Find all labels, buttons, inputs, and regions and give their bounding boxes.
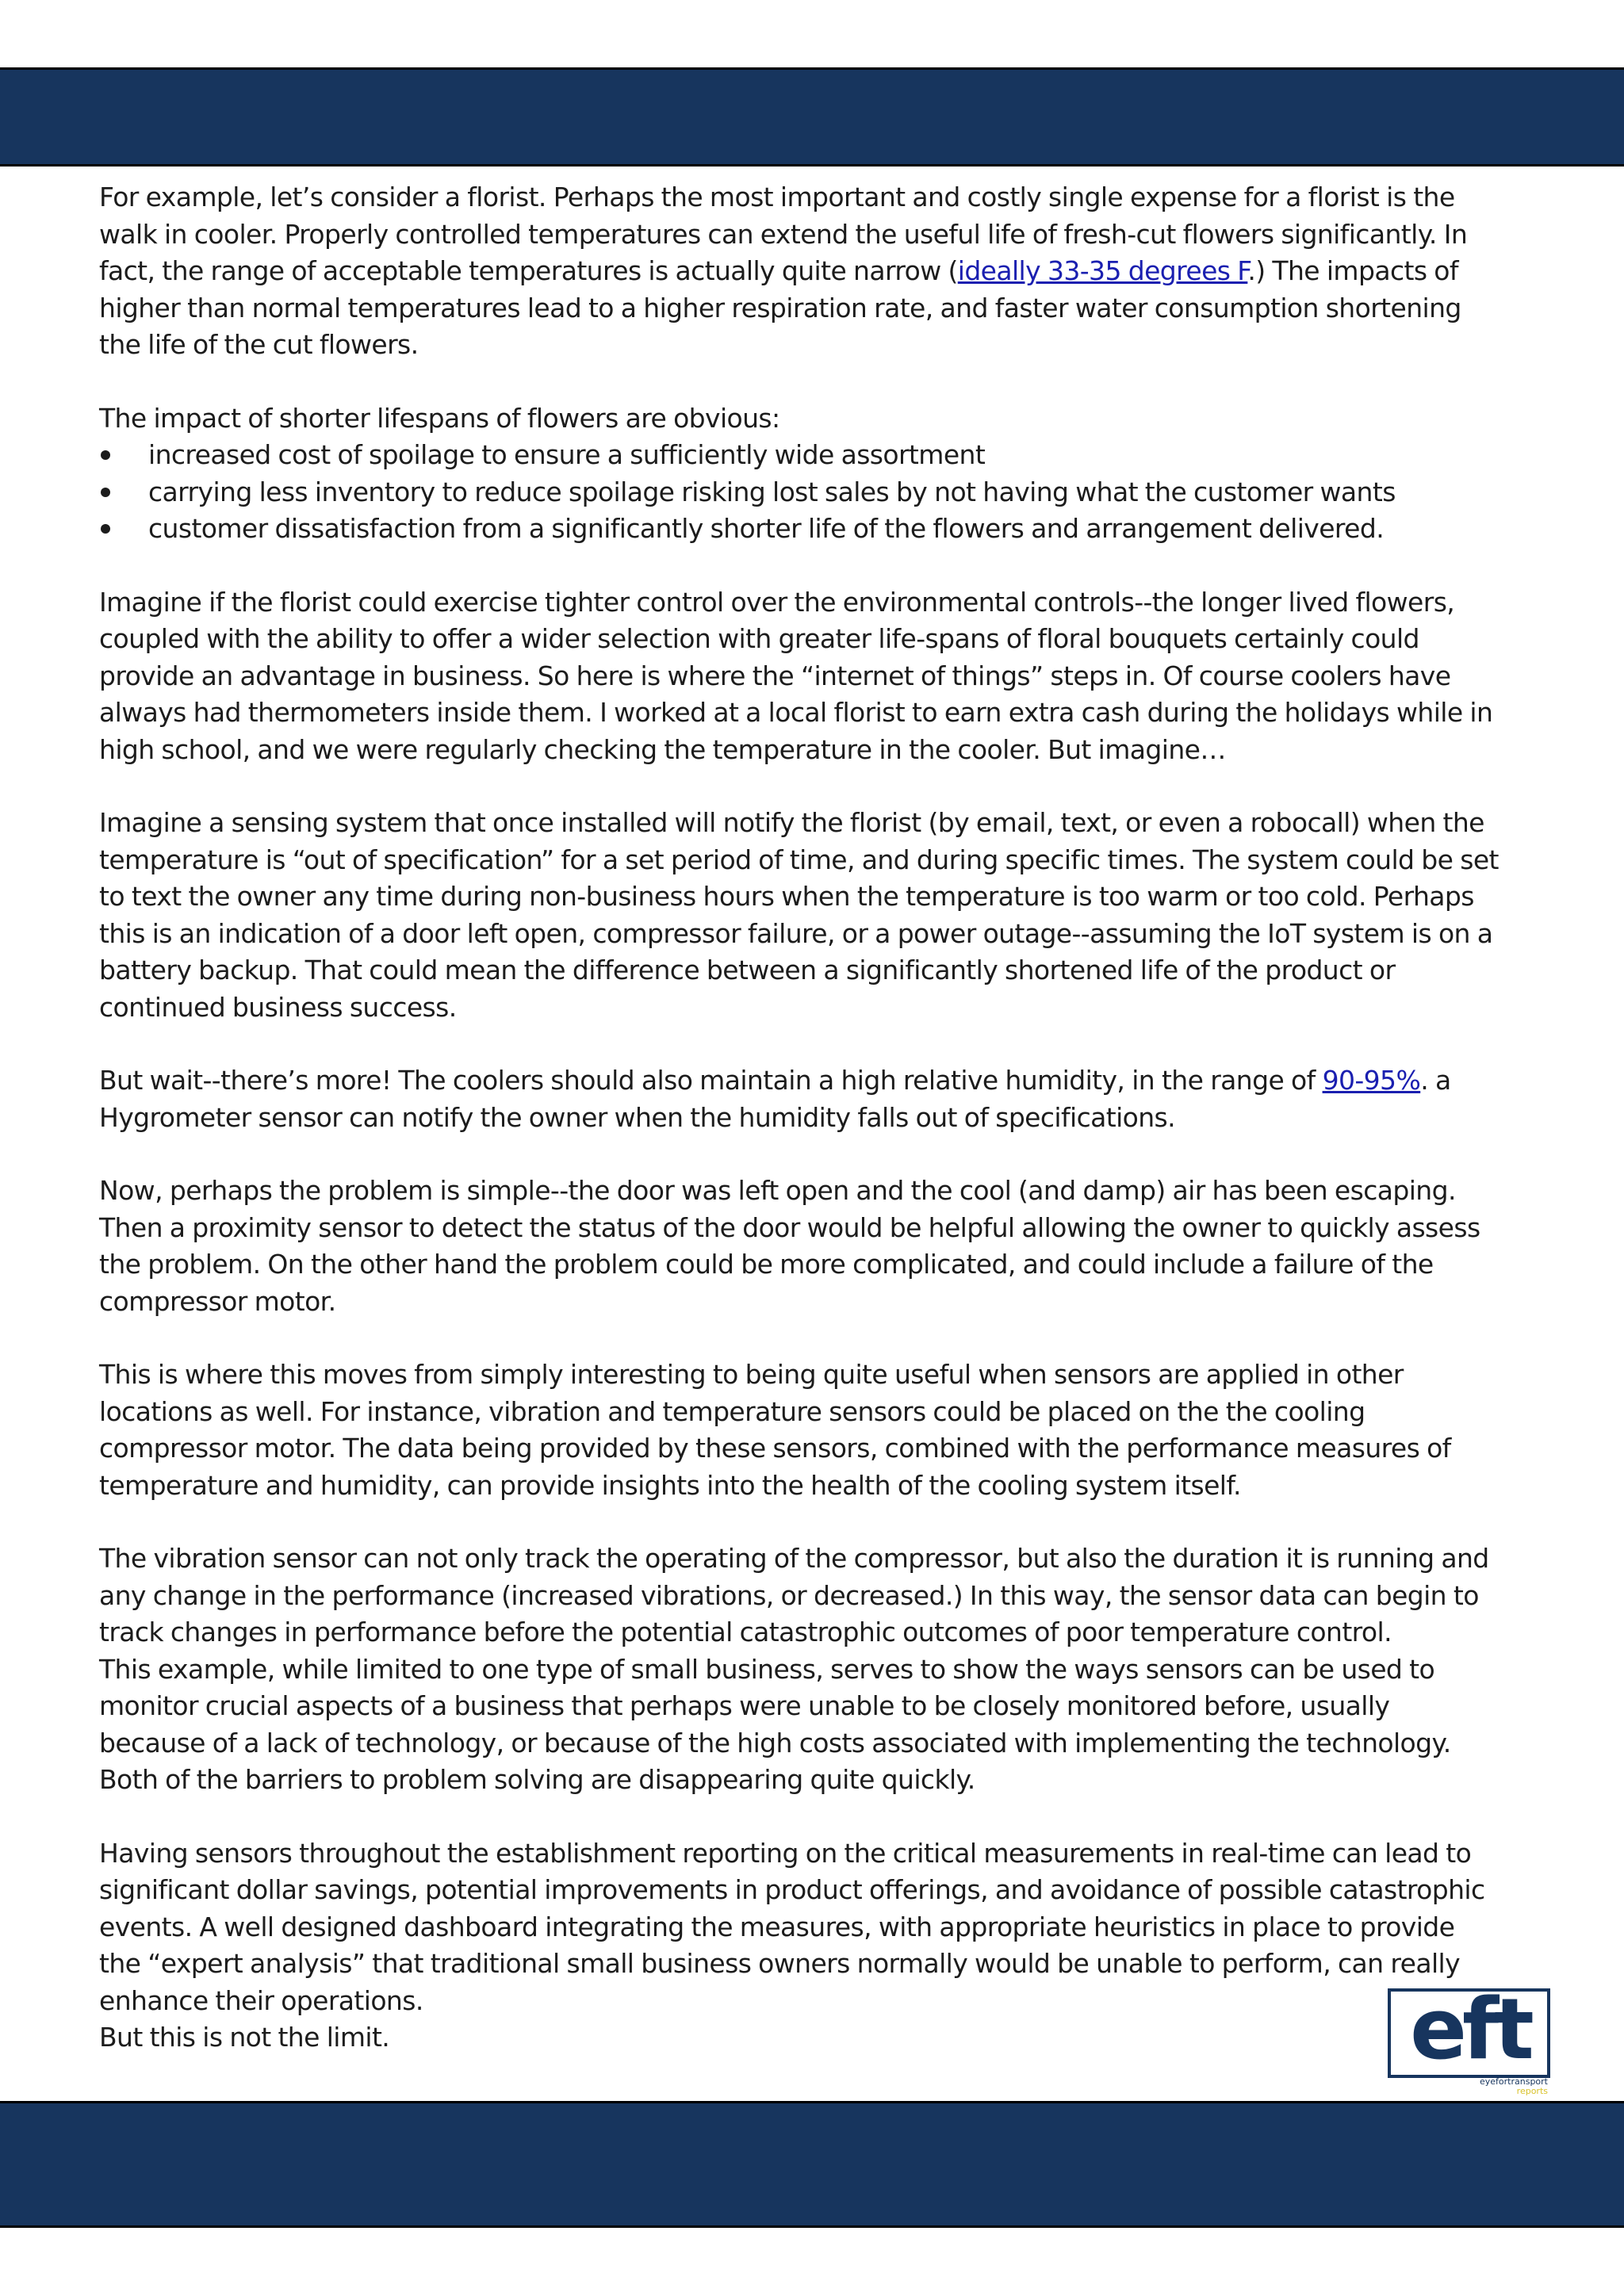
paragraph-florist-intro: For example, let’s consider a florist. Perhaps the most important and costly single expense for a florist is the walk in cooler. Properly controlled temperatures can extend the useful life of fresh-cut flowers significantly. In fact, the range of acceptable temperatures is actually quite narrow (ideally 33-35 degrees F.) The impacts of higher than normal temperatures lead to a higher respiration rate, and faster water consumption shortening the life of the cut flowers. <box>99 182 1468 360</box>
bullet-icon <box>101 450 110 460</box>
humidity-range-link[interactable]: 90-95% <box>1322 1065 1421 1096</box>
bullet-icon <box>101 488 110 497</box>
paragraph-not-the-limit: But this is not the limit. <box>99 2022 390 2053</box>
paragraph-humidity: But wait--there’s more! The coolers should also maintain a high relative humidity, in the range of 90-95%. a Hygrometer sensor can notify the owner when the humidity falls out of specifications. <box>99 1065 1451 1133</box>
footer-band <box>0 2101 1624 2228</box>
eft-logo <box>1388 1980 1554 2096</box>
list-item: increased cost of spoilage to ensure a sufficiently wide assortment <box>99 437 1503 474</box>
logo-subtitle: eyefortransport <box>1480 2076 1548 2087</box>
paragraph-small-business-example: This example, while limited to one type of small business, serves to show the ways sensors can be used to monitor crucial aspects of a business that perhaps were unable to be closely monitored before, usually because of a lack of technology, or because of the high costs associated with implementing the technology. Both of the barriers to problem solving are disappearing quite quickly. <box>99 1653 1451 1795</box>
logo-tagline: reports <box>1516 2086 1548 2096</box>
paragraph-tighter-control: Imagine if the florist could exercise tighter control over the environmental controls--the longer lived flowers, coupled with the ability to offer a wider selection with greater life-spans of floral bouquets certainly could provide an advantage in business. So here is where the “internet of things” steps in. Of course coolers have always had thermometers inside them. I worked at a local florist to earn extra cash during the holidays while in high school, and we were regularly checking the temperature in the cooler. But imagine… <box>99 586 1493 765</box>
logo-mark: eft <box>1410 1980 1530 2078</box>
paragraph-vibration-sensor: The vibration sensor can not only track the operating of the compressor, but also the duration it is running and any change in the performance (increased vibrations, or decreased.) In this way, the sensor data can begin to track changes in performance before the potential catastrophic outcomes of poor temperature control. <box>99 1543 1489 1647</box>
paragraph-dashboard: Having sensors throughout the establishment reporting on the critical measurements in real-time can lead to significant dollar savings, potential improvements in product offerings, and avoidance of possible catastrophic events. A well designed dashboard integrating the measures, with appropriate heuristics in place to provide the “expert analysis” that traditional small business owners normally would be unable to perform, can really enhance their operations. <box>99 1837 1485 2016</box>
paragraph-impact-intro: The impact of shorter lifespans of flowers are obvious: <box>99 402 780 434</box>
paragraph-sensing-system: Imagine a sensing system that once installed will notify the florist (by email, text, or even a robocall) when the temperature is “out of specification” for a set period of time, and during specific times. The system could be set to text the owner any time during non-business hours when the temperature is too warm or too cold. Perhaps this is an indication of a door left open, compressor failure, or a power outage--assuming the IoT system is on a battery backup. That could mean the difference between a significantly shortened life of the product or continued business success. <box>99 807 1499 1023</box>
bullet-icon <box>101 524 110 534</box>
paragraph-proximity-sensor: Now, perhaps the problem is simple--the door was left open and the cool (and damp) air has been escaping. Then a proximity sensor to detect the status of the door would be helpful allowing the owner to quickly assess the problem. On the other hand the problem could be more complicated, and could include a failure of the compressor motor. <box>99 1175 1480 1317</box>
impact-list <box>99 437 1503 548</box>
paragraph-vibration-temperature: This is where this moves from simply interesting to being quite useful when sensors are applied in other locations as well. For instance, vibration and temperature sensors could be placed on the the cooling compressor motor. The data being provided by these sensors, combined with the performance measures of temperature and humidity, can provide insights into the health of the cooling system itself. <box>99 1359 1451 1501</box>
list-item: customer dissatisfaction from a significantly shorter life of the flowers and arrangement delivered. <box>99 511 1503 548</box>
header-band <box>0 67 1624 166</box>
article-body <box>99 179 1503 2057</box>
temperature-range-link[interactable]: ideally 33-35 degrees F <box>957 255 1248 286</box>
list-item: carrying less inventory to reduce spoilage risking lost sales by not having what the customer wants <box>99 474 1503 511</box>
